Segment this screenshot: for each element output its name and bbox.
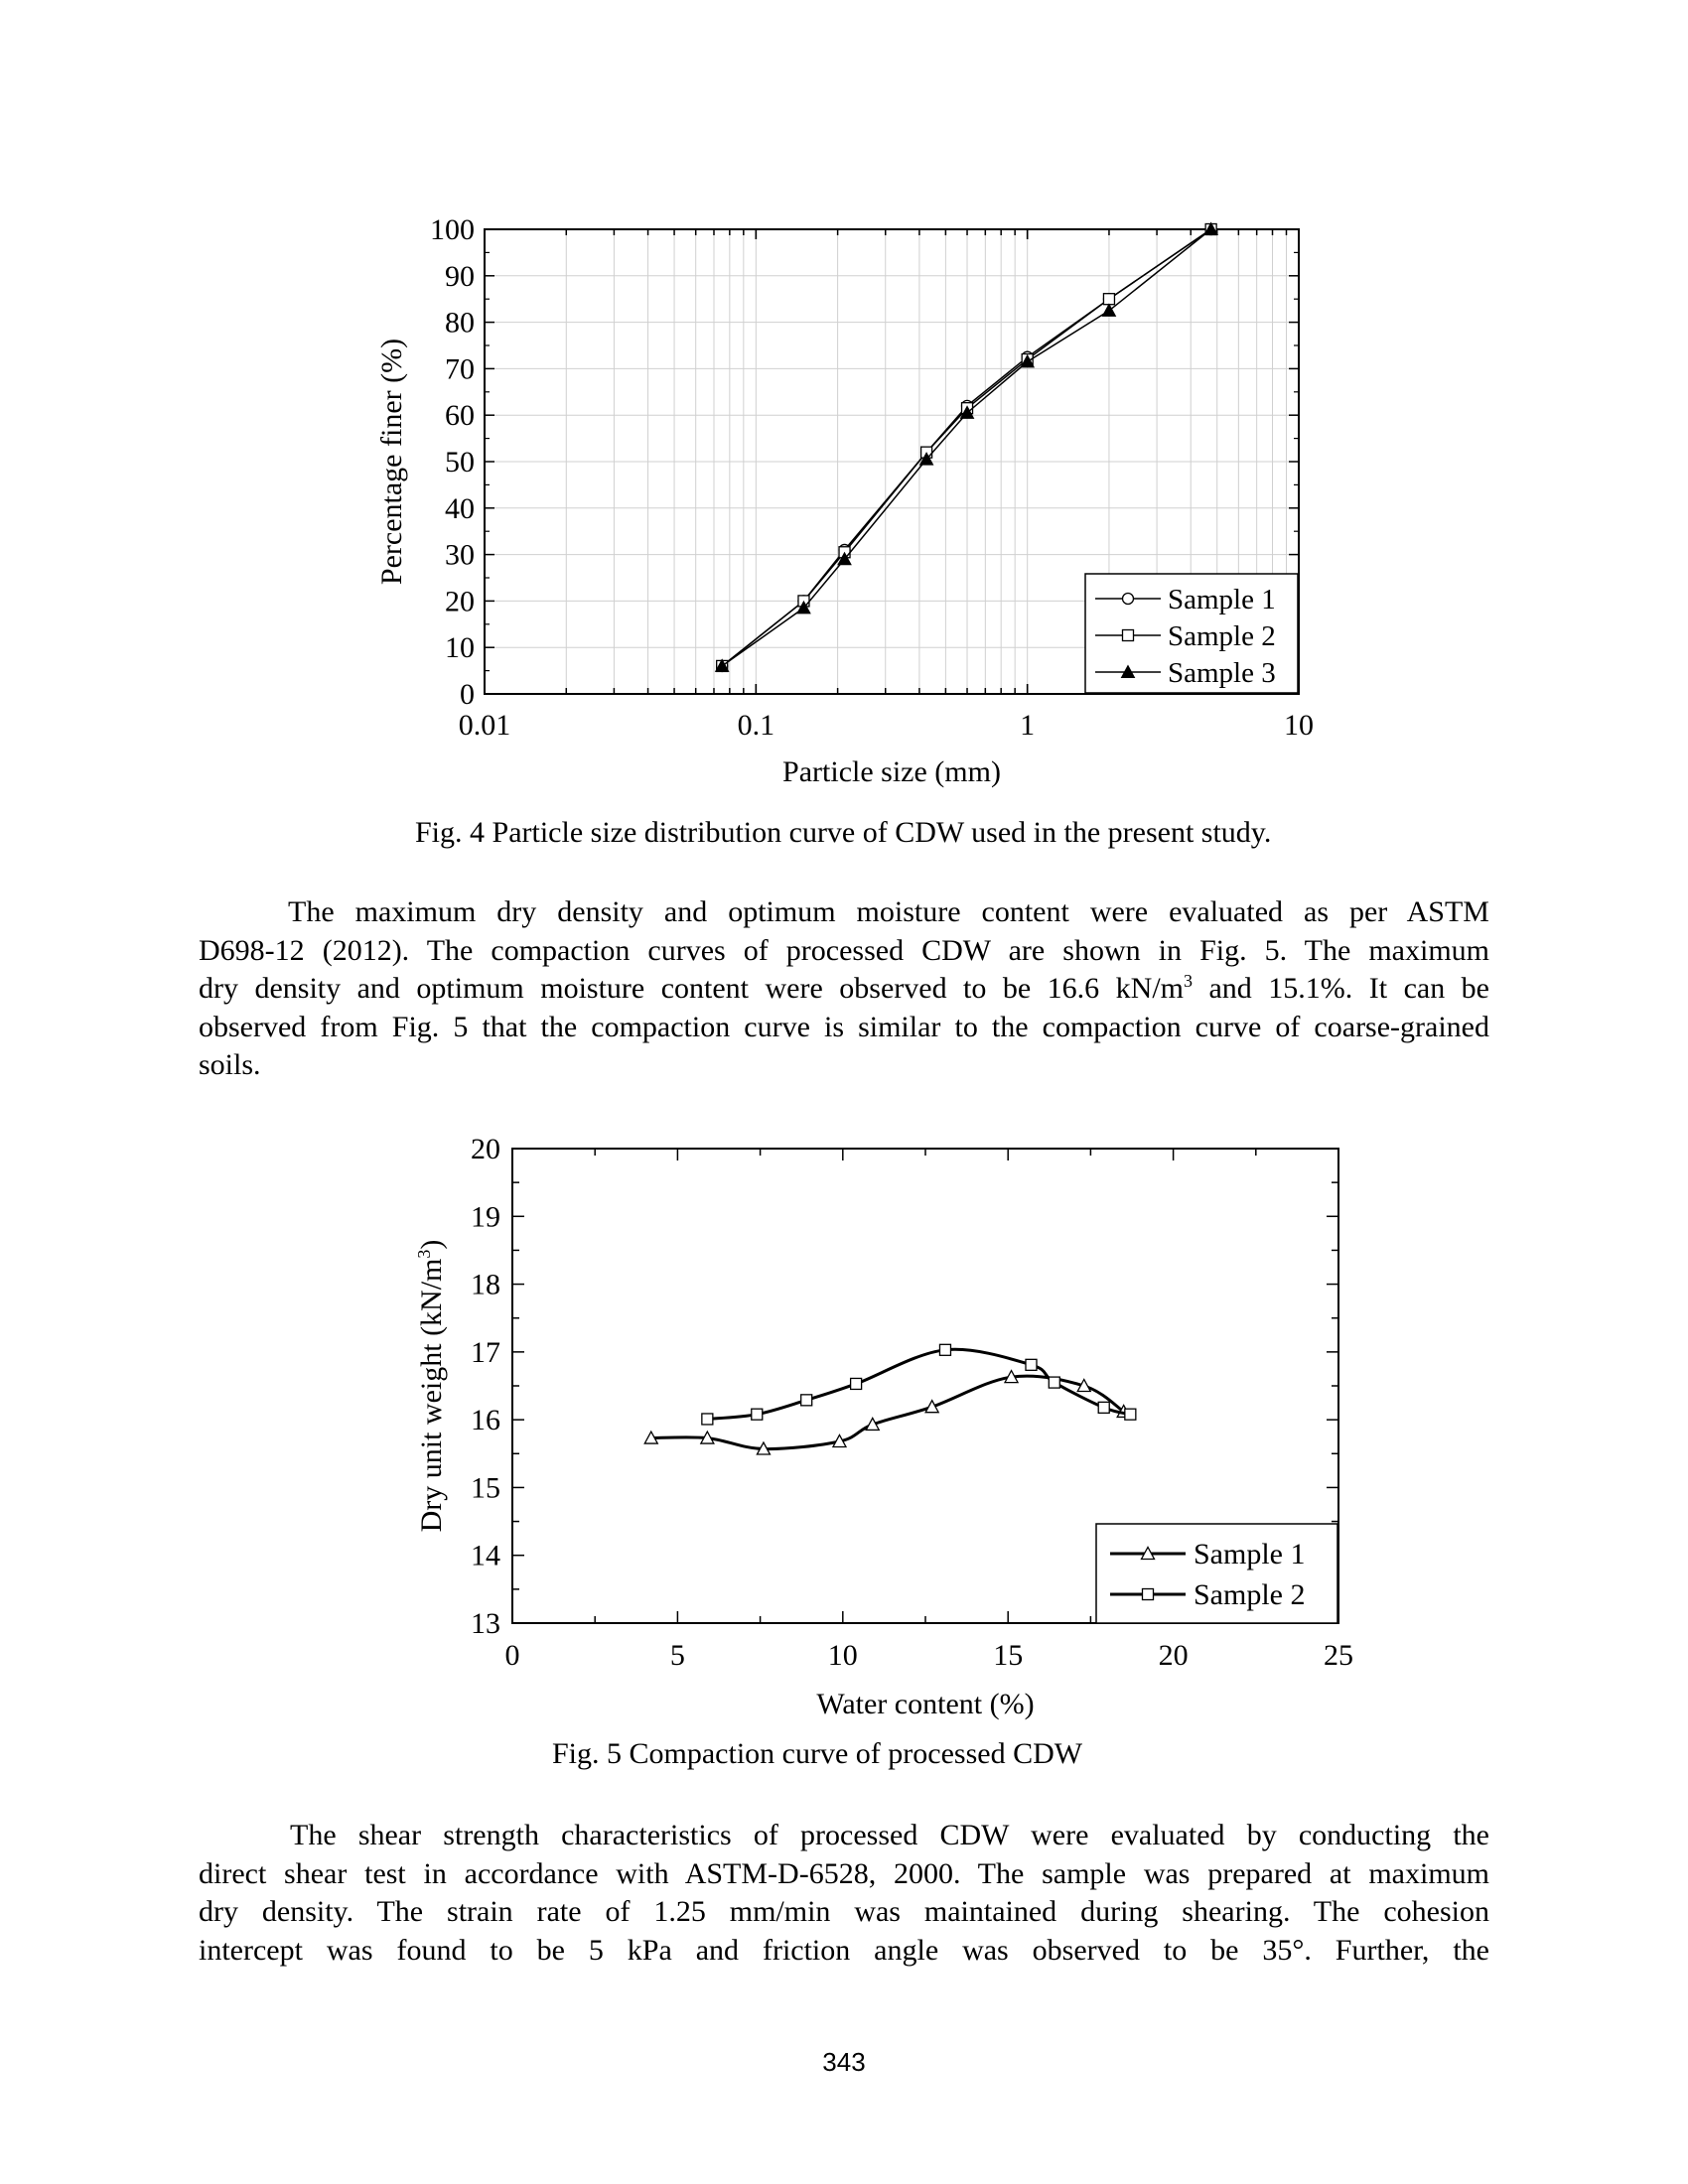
x-tick-label: 5 <box>669 1639 685 1672</box>
y-tick-label: 50 <box>445 446 475 478</box>
data-point <box>851 1378 862 1389</box>
y-tick-label: 0 <box>460 678 475 711</box>
page-number: 343 <box>822 2047 866 2077</box>
legend <box>1096 1524 1337 1623</box>
y-tick-label: 14 <box>471 1539 500 1572</box>
superscript: 3 <box>1184 971 1193 991</box>
legend-label: Sample 2 <box>1168 620 1276 652</box>
y-tick-label: 16 <box>471 1404 500 1437</box>
paragraph-1-line-1: The maximum dry density and optimum moisture content were evaluated as per ASTM <box>288 895 1489 928</box>
data-point <box>801 1395 812 1406</box>
series-line <box>707 1349 1130 1419</box>
y-tick-label: 90 <box>445 259 475 293</box>
y-tick-label: 60 <box>445 399 475 433</box>
paragraph-1-line-3-text: dry density and optimum moisture content were observed to be 16.6 kN/m <box>199 972 1184 1005</box>
x-tick-label: 15 <box>993 1639 1024 1672</box>
legend-label: Sample 1 <box>1194 1538 1306 1570</box>
y-tick-label: 40 <box>445 491 475 525</box>
x-tick-label: 25 <box>1324 1639 1353 1672</box>
x-tick-label: 0 <box>504 1639 520 1672</box>
y-tick-label: 10 <box>445 631 475 665</box>
legend-marker <box>1143 1589 1154 1600</box>
figure-4-caption: Fig. 4 Particle size distribution curve of CDW used in the present study. <box>415 816 1272 849</box>
data-point <box>1098 1402 1109 1413</box>
y-tick-label: 80 <box>445 306 475 340</box>
paragraph-2-line-4: intercept was found to be 5 kPa and friction angle was observed to be 35°. Further, the <box>199 1933 1489 1967</box>
legend-label: Sample 2 <box>1194 1578 1306 1611</box>
y-axis-label: Percentage finer (%) <box>375 338 408 586</box>
legend-label: Sample 3 <box>1168 657 1276 689</box>
paragraph-1-line-5: soils. <box>199 1048 261 1081</box>
paragraph-1-line-2: D698-12 (2012). The compaction curves of processed CDW are shown in Fig. 5. The maximum <box>199 933 1489 967</box>
y-tick-label: 70 <box>445 352 475 386</box>
x-tick-label: 1 <box>1020 709 1036 742</box>
x-tick-label: 10 <box>1284 709 1314 742</box>
paragraph-2-line-2: direct shear test in accordance with ASTM-D-6528, 2000. The sample was prepared at maximum <box>199 1856 1489 1890</box>
x-tick-label: 0.1 <box>737 709 775 742</box>
paragraph-1-line-3-rest: and 15.1%. It can be <box>1193 972 1489 1005</box>
x-axis-label: Particle size (mm) <box>782 755 1001 788</box>
data-point <box>1049 1377 1059 1388</box>
y-axis-label: Dry unit weight $(kN/m^3)$ <box>414 1239 448 1533</box>
x-tick-label: 20 <box>1158 1639 1189 1672</box>
y-tick-label: 17 <box>471 1335 500 1369</box>
figure-5-caption: Fig. 5 Compaction curve of processed CDW <box>552 1737 1083 1770</box>
y-tick-label: 20 <box>471 1133 500 1165</box>
data-point <box>939 1344 950 1355</box>
body-paragraph-2 <box>199 1817 1489 1970</box>
y-tick-label: 19 <box>471 1200 500 1234</box>
y-tick-label: 13 <box>471 1607 500 1640</box>
x-tick-label: 10 <box>827 1639 858 1672</box>
paragraph-2-line-1: The shear strength characteristics of processed CDW were evaluated by conducting the <box>290 1819 1489 1851</box>
y-tick-label: 30 <box>445 538 475 572</box>
y-tick-label: 15 <box>471 1471 500 1505</box>
y-tick-label: 20 <box>445 585 475 618</box>
data-point <box>702 1414 713 1425</box>
paragraph-2-line-3: dry density. The strain rate of 1.25 mm/min was maintained during shearing. The cohesion <box>199 1895 1489 1928</box>
x-tick-label: 0.01 <box>458 709 511 742</box>
data-point <box>752 1409 763 1420</box>
y-tick-label: 18 <box>471 1268 500 1301</box>
data-point <box>1125 1409 1136 1420</box>
data-point <box>1026 1359 1037 1370</box>
legend-label: Sample 1 <box>1168 584 1276 615</box>
paragraph-1-line-4: observed from Fig. 5 that the compaction curve is similar to the compaction curve of coarse-grained <box>199 1010 1489 1043</box>
y-tick-label: 100 <box>430 213 475 246</box>
x-axis-label: Water content (%) <box>816 1688 1035 1720</box>
